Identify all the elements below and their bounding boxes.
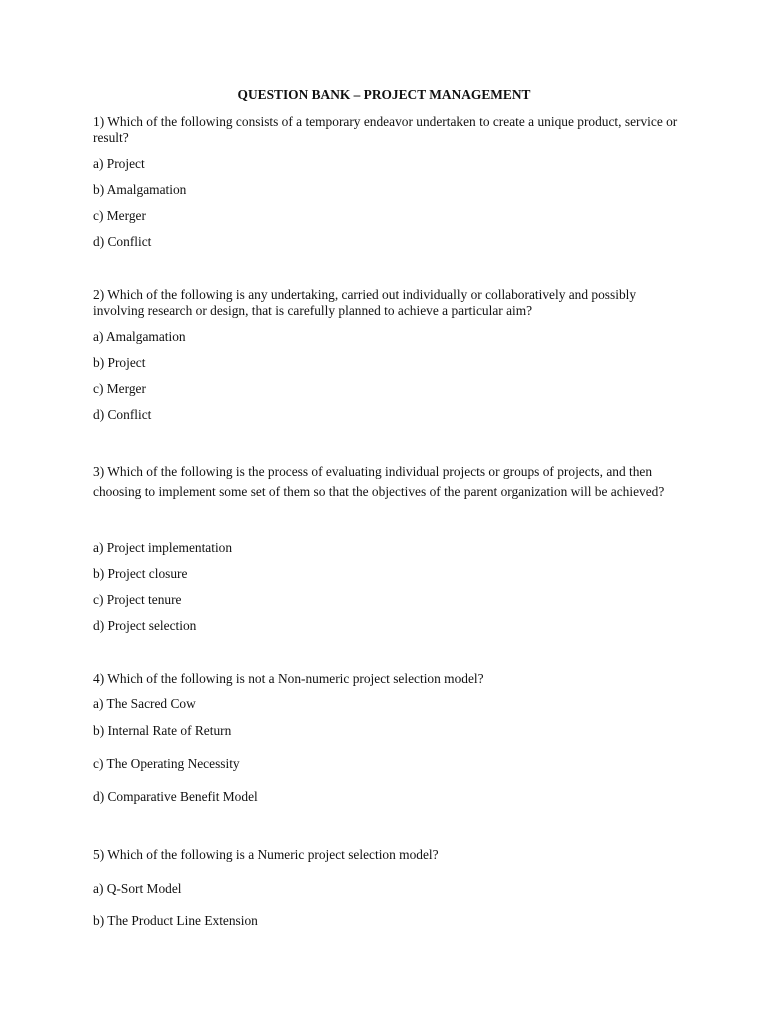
page-title: QUESTION BANK – PROJECT MANAGEMENT <box>237 87 531 102</box>
question-3-option-a: a) Project implementation <box>93 540 233 555</box>
question-2-option-c: c) Merger <box>93 381 146 396</box>
question-5-text: 5) Which of the following is a Numeric project selection model? <box>93 847 439 862</box>
question-1-option-b: b) Amalgamation <box>93 182 187 197</box>
question-4-option-a: a) The Sacred Cow <box>93 696 196 711</box>
question-3-option-c: c) Project tenure <box>93 592 182 607</box>
question-1-option-d: d) Conflict <box>93 234 152 249</box>
question-5-option-a: a) Q-Sort Model <box>93 881 182 896</box>
question-2-option-a: a) Amalgamation <box>93 329 186 344</box>
question-3-option-b: b) Project closure <box>93 566 188 581</box>
question-2-option-d: d) Conflict <box>93 407 152 422</box>
question-4-option-b: b) Internal Rate of Return <box>93 723 232 738</box>
question-4-text: 4) Which of the following is not a Non-numeric project selection model? <box>93 671 484 686</box>
question-3-option-d: d) Project selection <box>93 618 197 633</box>
question-4-option-c: c) The Operating Necessity <box>93 756 240 771</box>
question-5-option-b: b) The Product Line Extension <box>93 913 258 928</box>
question-1-option-c: c) Merger <box>93 208 146 223</box>
question-4-option-d: d) Comparative Benefit Model <box>93 789 258 804</box>
question-1-text: 1) Which of the following consists of a temporary endeavor undertaken to create a unique product, service or result? <box>93 114 678 145</box>
question-3-text: 3) Which of the following is the process of evaluating individual projects or groups of projects, and then choosing to implement some set of them so that the objectives of the parent organization will be achieved? <box>93 464 665 499</box>
question-2-option-b: b) Project <box>93 355 146 370</box>
question-2-text: 2) Which of the following is any undertaking, carried out individually or collaboratively and possibly involving research or design, that is carefully planned to achieve a particular aim? <box>93 287 637 318</box>
question-1-option-a: a) Project <box>93 156 145 171</box>
